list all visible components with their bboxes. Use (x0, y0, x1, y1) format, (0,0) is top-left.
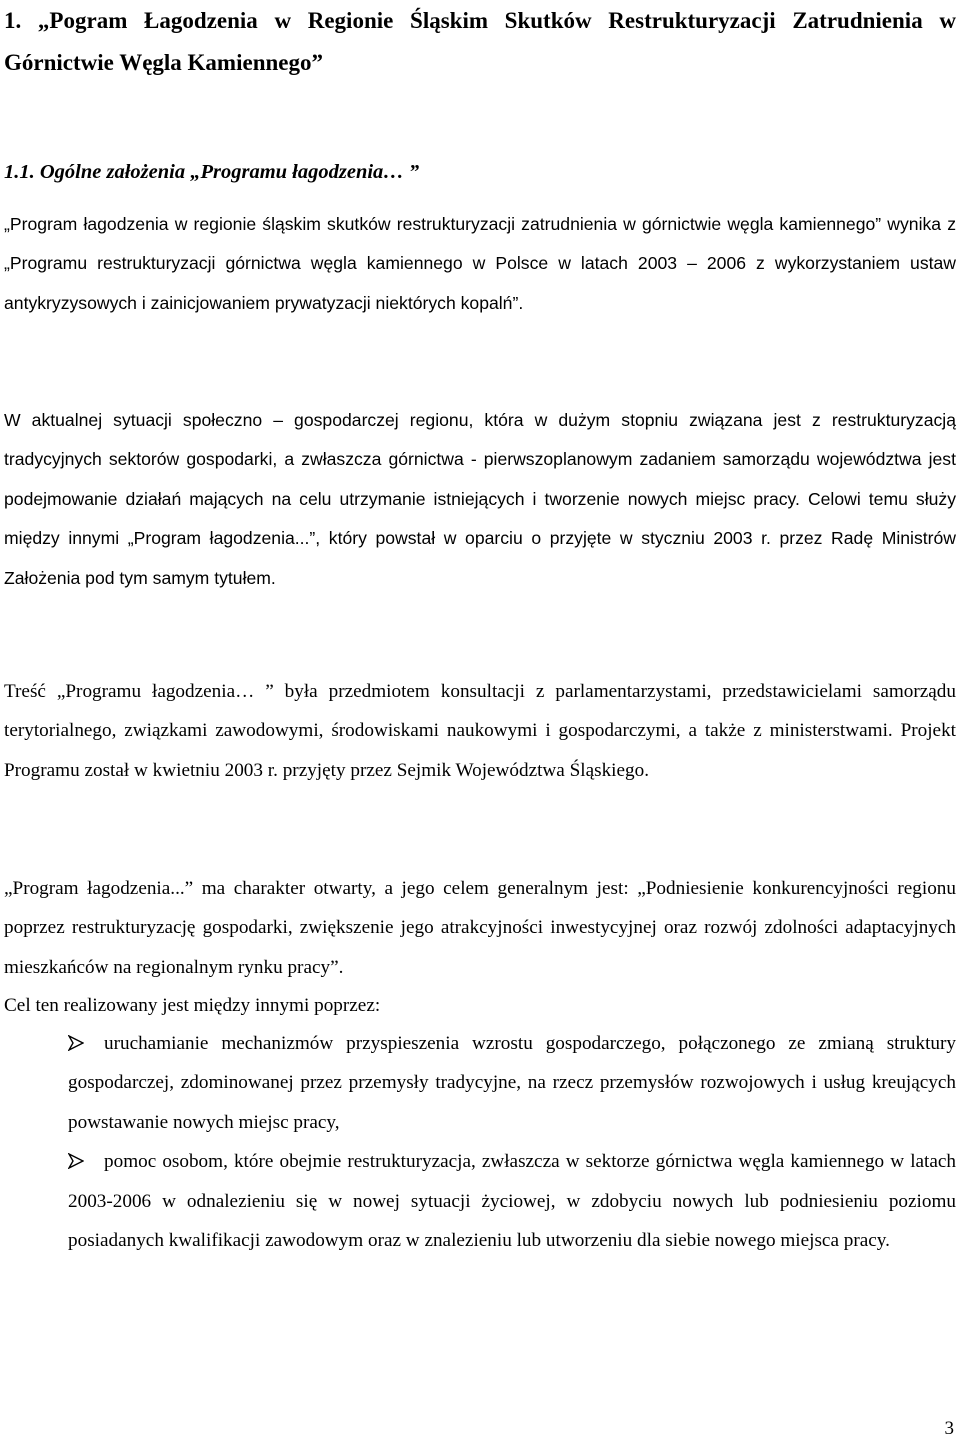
list-item (68, 1142, 956, 1260)
list-item-text: uruchamianie mechanizmów przyspieszenia wzrostu gospodarczego, połączonego ze zmianą struktury gospodarczej, zdominowanej przez przemysły tradycyjne, na rzecz przemysłów rozwojowych i usług kreujących powstawanie nowych miejsc pracy, (68, 1033, 956, 1133)
section-heading: 1.1. Ogólne założenia „Programu łagodzenia… ” (4, 161, 420, 183)
arrowhead-bullet-icon (68, 1024, 104, 1063)
page-number: 3 (944, 1418, 954, 1439)
paragraph-means-intro: Cel ten realizowany jest między innymi poprzez: (4, 995, 381, 1016)
list-item (68, 1024, 956, 1142)
paragraph-goal: „Program łagodzenia...” ma charakter otwarty, a jego celem generalnym jest: „Podniesienie konkurencyjności regionu poprzez restrukturyzację gospodarki, zwiększenie jego atrakcyjności inwestycyjnej oraz rozwój zdolności adaptacyjnych mieszkańców na regionalnym rynku pracy”. (4, 878, 956, 978)
paragraph-consultation: Treść „Programu łagodzenia… ” była przedmiotem konsultacji z parlamentarzystami, przedstawicielami samorządu terytorialnego, związkami zawodowymi, środowiskami naukowymi i gospodarczymi, a także z ministerstwami. Projekt Programu został w kwietniu 2003 r. przyjęty przez Sejmik Województwa Śląskiego. (4, 681, 956, 781)
bullet-list (68, 1024, 956, 1260)
list-item-text: pomoc osobom, które obejmie restrukturyzacja, zwłaszcza w sektorze górnictwa węgla kamiennego w latach 2003-2006 w odnalezieniu się w nowej sytuacji życiowej, w zdobyciu nowych lub podniesieniu poziomu posiadanych kwalifikacji zawodowym oraz w znalezieniu lub utworzeniu dla siebie nowego miejsca pracy. (68, 1151, 956, 1252)
arrowhead-bullet-icon (68, 1142, 104, 1181)
chapter-heading: 1. „Pogram Łagodzenia w Regionie Śląskim Skutków Restrukturyzacji Zatrudnienia w Górnictwie Węgla Kamiennego” (4, 8, 956, 75)
paragraph-context: W aktualnej sytuacji społeczno – gospodarczej regionu, która w dużym stopniu związana jest z restrukturyzacją tradycyjnych sektorów gospodarki, a zwłaszcza górnictwa - pierwszoplanowym zadaniem samorządu województwa jest podejmowanie działań mających na celu utrzymanie istniejących i tworzenie nowych miejsc pracy. Celowi temu służy między innymi „Program łagodzenia...”, który powstał w oparciu o przyjęte w styczniu 2003 r. przez Radę Ministrów Założenia pod tym samym tytułem. (4, 410, 956, 588)
paragraph-intro: „Program łagodzenia w regionie śląskim skutków restrukturyzacji zatrudnienia w górnictwie węgla kamiennego” wynika z „Programu restrukturyzacji górnictwa węgla kamiennego w Polsce w latach 2003 – 2006 z wykorzystaniem ustaw antykryzysowych i zainicjowaniem prywatyzacji niektórych kopalń”. (4, 214, 956, 313)
